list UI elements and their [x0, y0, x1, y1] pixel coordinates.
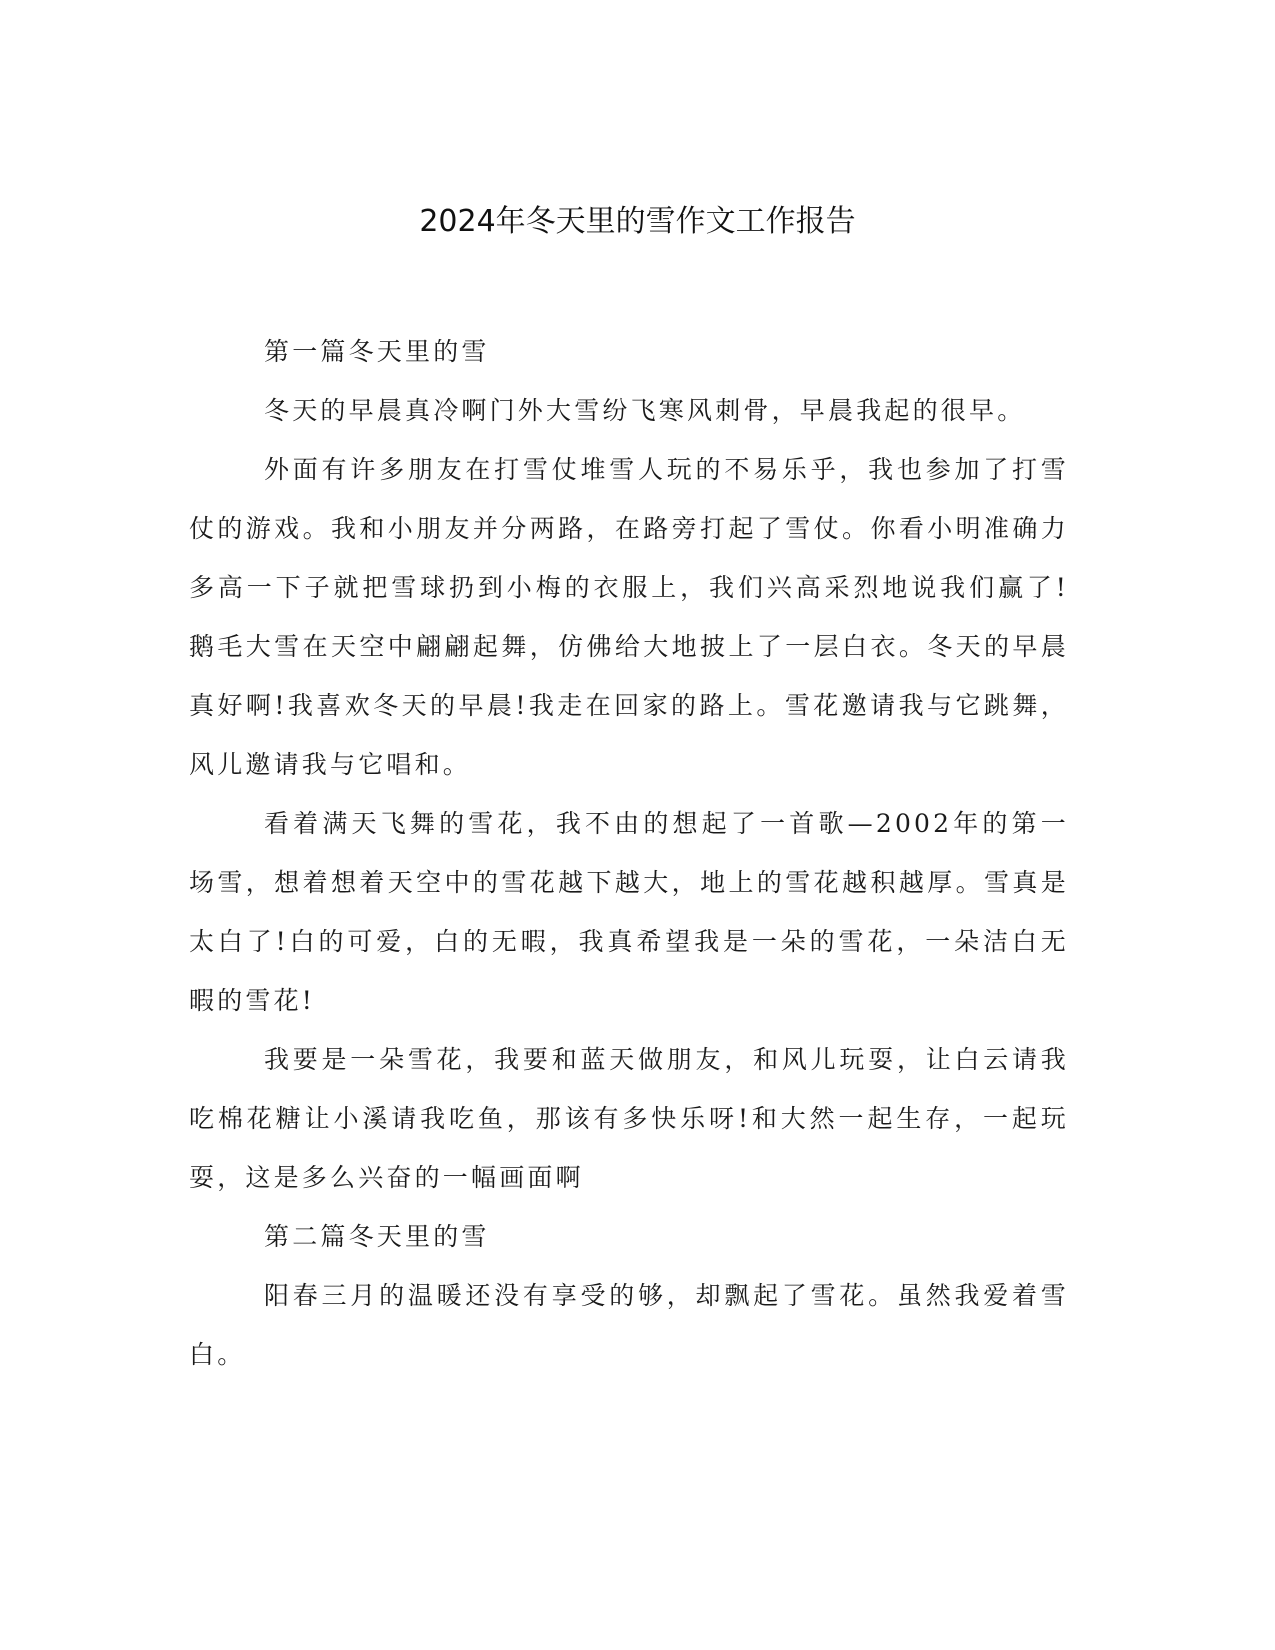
- section-heading-1: 第一篇冬天里的雪: [264, 337, 490, 366]
- body-paragraph: 外面有许多朋友在打雪仗堆雪人玩的不易乐乎，我也参加了打雪仗的游戏。我和小朋友并分两路，在路旁打起了雪仗。你看小明准确力多高一下子就把雪球扔到小梅的衣服上，我们兴高采烈地说我们赢了!鹅毛大雪在天空中翩翩起舞，仿佛给大地披上了一层白衣。冬天的早晨真好啊!我喜欢冬天的早晨!我走在回家的路上。雪花邀请我与它跳舞，风儿邀请我与它唱和。: [189, 455, 1069, 779]
- section-heading-2: 第二篇冬天里的雪: [264, 1222, 490, 1251]
- body-paragraph: 我要是一朵雪花，我要和蓝天做朋友，和风儿玩耍，让白云请我吃棉花糖让小溪请我吃鱼，那该有多快乐呀!和大然一起生存，一起玩耍，这是多么兴奋的一幅画面啊: [189, 1045, 1069, 1192]
- body-paragraph: 看着满天飞舞的雪花，我不由的想起了一首歌—2002年的第一场雪，想着想着天空中的雪花越下越大，地上的雪花越积越厚。雪真是太白了!白的可爱，白的无暇，我真希望我是一朵的雪花，一朵洁白无暇的雪花!: [189, 809, 1069, 1015]
- body-paragraph: 冬天的早晨真冷啊门外大雪纷飞寒风刺骨，早晨我起的很早。: [264, 396, 1026, 425]
- document-body: [189, 322, 1069, 1384]
- body-paragraph: 阳春三月的温暖还没有享受的够，却飘起了雪花。虽然我爱着雪白。: [189, 1281, 1069, 1369]
- document-title: 2024年冬天里的雪作文工作报告: [419, 204, 856, 239]
